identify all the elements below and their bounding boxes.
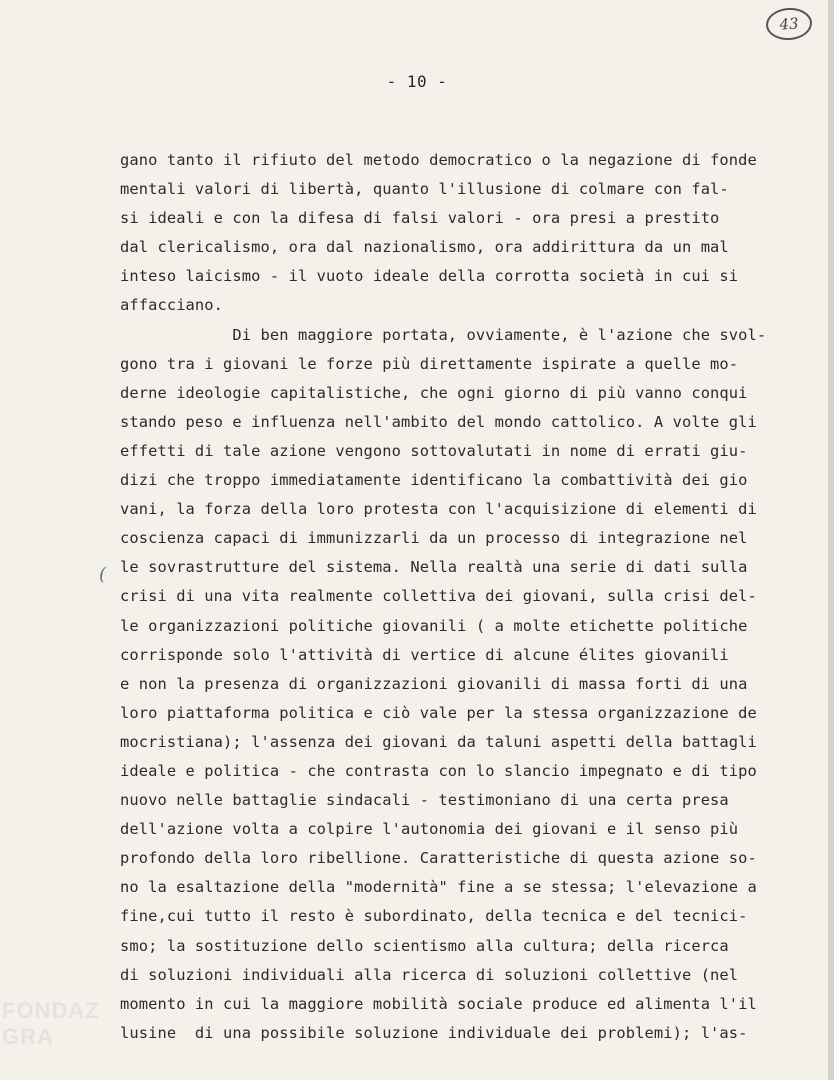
text-line: lusine di una possibile soluzione individuale dei problemi); l'as-: [120, 1023, 748, 1042]
page-number: - 10 -: [386, 72, 448, 91]
text-line: coscienza capaci di immunizzarli da un processo di integrazione nel: [120, 529, 748, 548]
text-line: derne ideologie capitalistiche, che ogni giorno di più vanno conqui: [120, 383, 748, 402]
text-line: inteso laicismo - il vuoto ideale della corrotta società in cui si: [120, 267, 739, 286]
text-line: Di ben maggiore portata, ovviamente, è l'azione che svol-: [120, 325, 767, 344]
text-line: smo; la sostituzione dello scientismo alla cultura; della ricerca: [120, 936, 729, 955]
text-line: mentali valori di libertà, quanto l'illusione di colmare con fal-: [120, 180, 729, 199]
text-line: corrisponde solo l'attività di vertice di alcune élites giovanili: [120, 645, 729, 664]
foundation-watermark: [2, 998, 100, 1050]
archive-page-stamp: 43: [765, 6, 813, 41]
watermark-line: GRA: [2, 1024, 54, 1049]
text-line: dell'azione volta a colpire l'autonomia dei giovani e il senso più: [120, 820, 739, 839]
text-line: affacciano.: [120, 296, 224, 315]
text-line: crisi di una vita realmente collettiva dei giovani, sulla crisi del-: [120, 587, 757, 606]
text-line: momento in cui la maggiore mobilità sociale produce ed alimenta l'il: [120, 994, 757, 1013]
text-line: dizi che troppo immediatamente identificano la combattività dei gio: [120, 471, 748, 490]
text-line: gano tanto il rifiuto del metodo democratico o la negazione di fonde: [120, 151, 757, 169]
watermark-line: FONDAZ: [2, 998, 100, 1023]
text-line: effetti di tale azione vengono sottovalutati in nome di errati giu-: [120, 441, 748, 460]
text-line: nuovo nelle battaglie sindacali - testimoniano di una certa presa: [120, 791, 729, 810]
text-line: le sovrastrutture del sistema. Nella realtà una serie di dati sulla: [120, 558, 748, 577]
handwritten-margin-mark: (: [99, 564, 107, 585]
text-line: vani, la forza della loro protesta con l'acquisizione di elementi di: [120, 500, 757, 519]
text-line: loro piattaforma politica e ciò vale per la stessa organizzazione de: [120, 703, 757, 722]
text-line: fine,cui tutto il resto è subordinato, della tecnica e del tecnici-: [120, 907, 748, 926]
text-line: di soluzioni individuali alla ricerca di soluzioni collettive (nel: [120, 965, 739, 984]
text-line: si ideali e con la difesa di falsi valori - ora presi a prestito: [120, 209, 720, 228]
text-line: ideale e politica - che contrasta con lo slancio impegnato e di tipo: [120, 761, 757, 780]
text-line: mocristiana); l'assenza dei giovani da taluni aspetti della battagli: [120, 732, 757, 751]
typewritten-body-text: [120, 146, 766, 1048]
text-line: profondo della loro ribellione. Caratteristiche di questa azione so-: [120, 849, 757, 868]
text-line: e non la presenza di organizzazioni giovanili di massa forti di una: [120, 674, 748, 693]
text-line: le organizzazioni politiche giovanili ( a molte etichette politiche: [120, 616, 748, 635]
text-line: gono tra i giovani le forze più direttamente ispirate a quelle mo-: [120, 354, 739, 373]
text-line: dal clericalismo, ora dal nazionalismo, ora addirittura da un mal: [120, 238, 729, 257]
text-line: no la esaltazione della "modernità" fine a se stessa; l'elevazione a: [120, 878, 757, 897]
text-line: stando peso e influenza nell'ambito del mondo cattolico. A volte gli: [120, 412, 757, 431]
